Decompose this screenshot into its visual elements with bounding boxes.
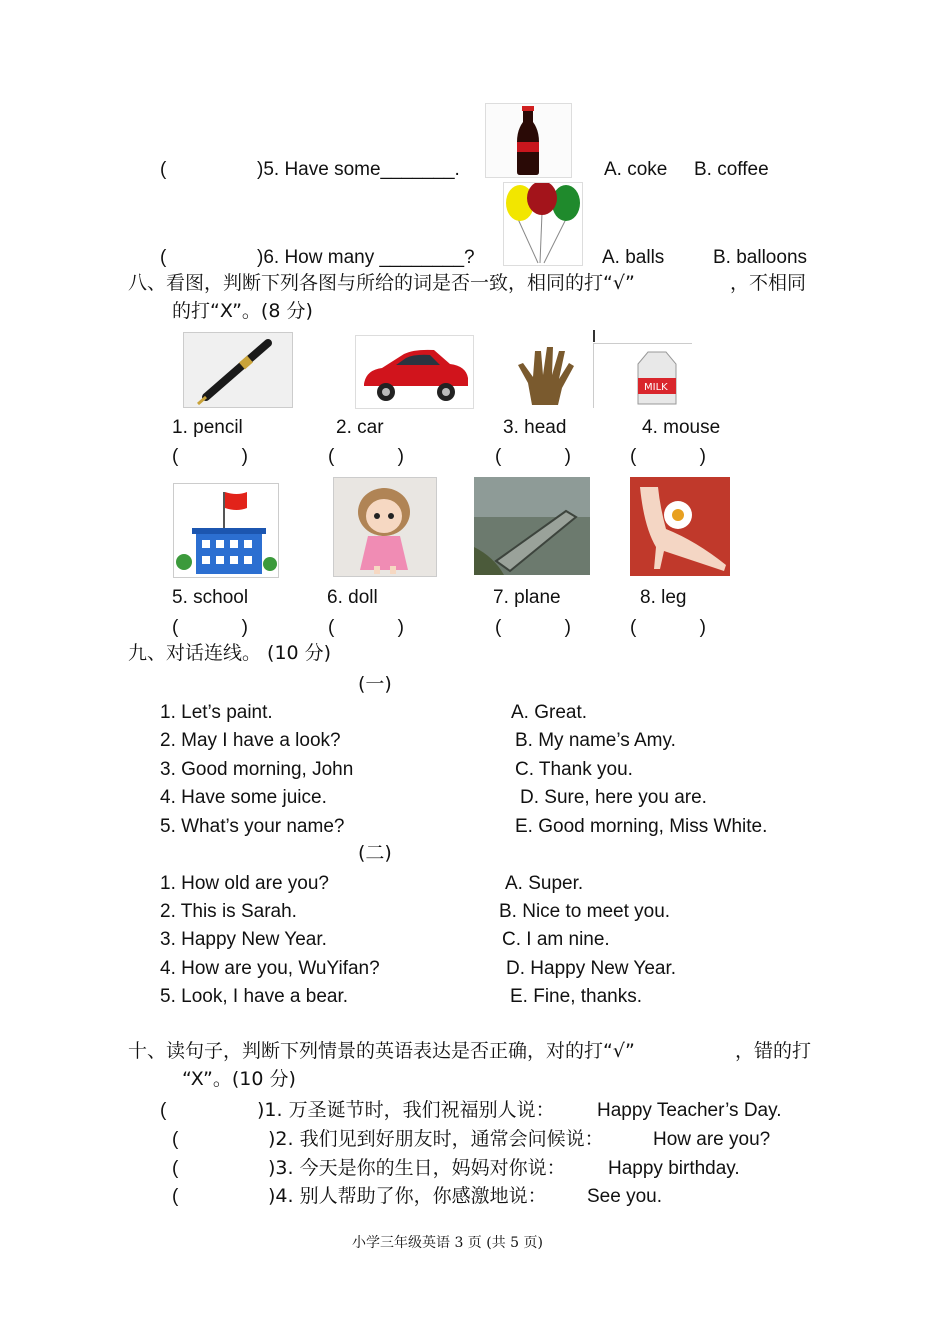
s10-item2-expression: How are you? (653, 1129, 771, 1150)
answer-blank-4[interactable]: ( ) (630, 446, 706, 467)
part1-right-e[interactable]: E. Good morning, Miss White. (515, 816, 768, 837)
q5-option-b: B. coffee (694, 159, 769, 180)
part1-right-c[interactable]: C. Thank you. (515, 759, 633, 780)
part2-left-4[interactable]: 4. How are you, WuYifan? (160, 958, 380, 979)
picture-label-3: 3. head (503, 417, 567, 438)
part2-left-5[interactable]: 5. Look, I have a bear. (160, 986, 349, 1007)
picture-label-7: 7. plane (493, 587, 561, 608)
q6-option-b: B. balloons (713, 247, 808, 268)
part2-left-3[interactable]: 3. Happy New Year. (160, 929, 327, 950)
balloons-icon (503, 182, 583, 266)
s10-item1-expression: Happy Teacher’s Day. (597, 1100, 782, 1121)
shoe-icon (630, 477, 730, 576)
part1-left-5[interactable]: 5. What’s your name? (160, 816, 345, 837)
part1-left-3[interactable]: 3. Good morning, John (160, 759, 354, 780)
s10-item3-paren[interactable]: ( (172, 1158, 179, 1179)
part1-right-a[interactable]: A. Great. (511, 702, 588, 723)
q6-paren: ( (160, 247, 167, 268)
q5-text: )5. Have some_______. (257, 159, 460, 180)
part2-left-1[interactable]: 1. How old are you? (160, 873, 329, 894)
s10-item1-paren[interactable]: ( (160, 1100, 167, 1121)
part2-right-d[interactable]: D. Happy New Year. (506, 958, 677, 979)
part2-right-c[interactable]: C. I am nine. (502, 929, 610, 950)
s10-item4-expression: See you. (587, 1186, 662, 1207)
part2-right-a[interactable]: A. Super. (505, 873, 584, 894)
answer-blank-3[interactable]: ( ) (495, 446, 571, 467)
hand-icon (512, 345, 578, 407)
picture-label-5: 5. school (172, 587, 249, 608)
s10-item3-expression: Happy birthday. (608, 1158, 740, 1179)
answer-blank-8[interactable]: ( ) (630, 617, 706, 638)
car-icon (355, 335, 474, 409)
section10-heading-tail: ，错的打 (735, 1040, 812, 1062)
svg-text:MILK: MILK (644, 382, 668, 393)
part1-right-d[interactable]: D. Sure, here you are. (520, 787, 707, 808)
q5-option-a: A. coke (604, 159, 668, 180)
part1-title: (一) (358, 673, 392, 695)
answer-blank-1[interactable]: ( ) (172, 446, 248, 467)
q6-text: )6. How many ________? (257, 247, 475, 268)
picture-label-1: 1. pencil (172, 417, 243, 438)
school-icon (173, 483, 279, 578)
picture-label-6: 6. doll (327, 587, 378, 608)
part2-right-b[interactable]: B. Nice to meet you. (499, 901, 671, 922)
answer-blank-7[interactable]: ( ) (495, 617, 571, 638)
q6-option-a: A. balls (602, 247, 665, 268)
section8-heading-tail: ，不相同 (730, 272, 807, 294)
part1-left-1[interactable]: 1. Let’s paint. (160, 702, 273, 723)
boat-icon (474, 477, 590, 575)
section10-heading: 十、读句子，判断下列情景的英语表达是否正确，对的打“√” (128, 1040, 635, 1062)
milk-carton-icon (593, 343, 692, 408)
pen-icon (183, 332, 293, 408)
section10-heading-line2: “X”。(10 分) (182, 1068, 296, 1090)
part2-title: (二) (358, 842, 392, 864)
s10-item4-situation: )4. 别人帮助了你，你感激地说： (268, 1185, 547, 1207)
part1-left-2[interactable]: 2. May I have a look? (160, 730, 341, 751)
picture-label-4: 4. mouse (642, 417, 721, 438)
section8-heading: 八、看图，判断下列各图与所给的词是否一致，相同的打“√” (128, 272, 635, 294)
coke-bottle-icon (485, 103, 572, 178)
answer-blank-5[interactable]: ( ) (172, 617, 248, 638)
s10-item2-paren[interactable]: ( (172, 1129, 179, 1150)
divider-tick (593, 330, 595, 342)
part1-right-b[interactable]: B. My name’s Amy. (515, 730, 676, 751)
part2-right-e[interactable]: E. Fine, thanks. (510, 986, 643, 1007)
picture-label-2: 2. car (336, 417, 384, 438)
doll-icon (333, 477, 437, 577)
answer-blank-2[interactable]: ( ) (328, 446, 404, 467)
section9-heading: 九、对话连线。 (10 分) (128, 642, 332, 664)
picture-label-8: 8. leg (640, 587, 687, 608)
s10-item2-situation: )2. 我们见到好朋友时，通常会问候说： (268, 1128, 604, 1150)
s10-item3-situation: )3. 今天是你的生日，妈妈对你说： (268, 1157, 566, 1179)
s10-item4-paren[interactable]: ( (172, 1186, 179, 1207)
q5-paren: ( (160, 159, 167, 180)
page-footer: 小学三年级英语 3 页 (共 5 页) (352, 1235, 543, 1251)
part1-left-4[interactable]: 4. Have some juice. (160, 787, 327, 808)
section8-heading-line2: 的打“X”。(8 分) (172, 300, 313, 322)
answer-blank-6[interactable]: ( ) (328, 617, 404, 638)
s10-item1-situation: )1. 万圣诞节时，我们祝福别人说： (257, 1099, 555, 1121)
part2-left-2[interactable]: 2. This is Sarah. (160, 901, 297, 922)
